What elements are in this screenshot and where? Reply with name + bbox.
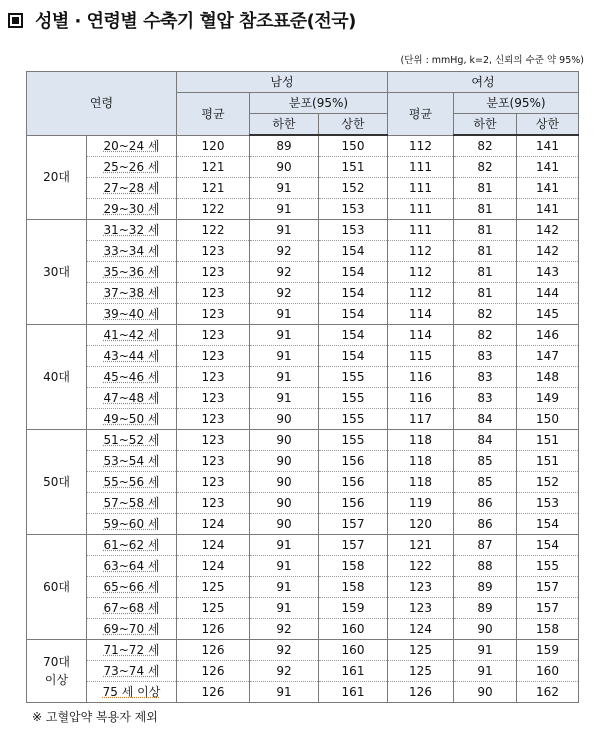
age-range-cell (87, 388, 177, 409)
age-range-cell (87, 514, 177, 535)
age-range-cell (87, 535, 177, 556)
unit-note: (단위 : mmHg, k=2, 신뢰의 수준 약 95%) (400, 55, 584, 66)
female-mean-cell: 126 (388, 682, 454, 703)
female-lower-cell: 89 (454, 598, 517, 619)
age-range-text: 25~26 세 (103, 160, 160, 174)
table-row (27, 199, 579, 220)
header-male-dist: 분포(95%) (250, 93, 388, 114)
age-range-cell (87, 283, 177, 304)
age-range-text: 61~62 세 (103, 538, 160, 552)
age-range-text: 45~46 세 (103, 370, 160, 384)
male-upper-cell: 156 (319, 451, 388, 472)
male-upper-cell: 154 (319, 283, 388, 304)
female-upper-cell: 146 (517, 325, 579, 346)
age-range-text: 29~30 세 (103, 202, 160, 216)
female-mean-cell: 111 (388, 220, 454, 241)
male-upper-cell: 157 (319, 535, 388, 556)
female-lower-cell: 83 (454, 388, 517, 409)
male-lower-cell: 91 (250, 304, 319, 325)
female-upper-cell: 154 (517, 535, 579, 556)
male-upper-cell: 160 (319, 619, 388, 640)
table-row (27, 241, 579, 262)
female-lower-cell: 82 (454, 325, 517, 346)
age-range-cell (87, 619, 177, 640)
male-mean-cell: 123 (177, 493, 250, 514)
table-row (27, 472, 579, 493)
age-range-text: 20~24 세 (103, 138, 160, 153)
male-mean-cell: 126 (177, 640, 250, 661)
female-mean-cell: 123 (388, 598, 454, 619)
table-body (27, 135, 579, 703)
male-mean-cell: 123 (177, 304, 250, 325)
female-lower-cell: 83 (454, 346, 517, 367)
female-lower-cell: 81 (454, 241, 517, 262)
table-row (27, 135, 579, 157)
female-upper-cell: 151 (517, 430, 579, 451)
female-mean-cell: 114 (388, 304, 454, 325)
female-lower-cell: 86 (454, 493, 517, 514)
male-lower-cell: 91 (250, 598, 319, 619)
table-row (27, 283, 579, 304)
female-lower-cell: 88 (454, 556, 517, 577)
header-male: 남성 (177, 72, 388, 93)
age-range-cell (87, 598, 177, 619)
age-range-text: 27~28 세 (103, 181, 160, 195)
female-upper-cell: 162 (517, 682, 579, 703)
male-lower-cell: 91 (250, 388, 319, 409)
male-upper-cell: 151 (319, 157, 388, 178)
male-upper-cell: 155 (319, 409, 388, 430)
male-lower-cell: 91 (250, 178, 319, 199)
age-range-text: 59~60 세 (103, 517, 160, 531)
female-upper-cell: 160 (517, 661, 579, 682)
male-lower-cell: 90 (250, 409, 319, 430)
male-upper-cell: 158 (319, 556, 388, 577)
header-female-dist: 분포(95%) (454, 93, 579, 114)
female-mean-cell: 125 (388, 661, 454, 682)
age-range-cell (87, 682, 177, 703)
female-upper-cell: 155 (517, 556, 579, 577)
table-row (27, 535, 579, 556)
male-mean-cell: 126 (177, 682, 250, 703)
female-mean-cell: 123 (388, 577, 454, 598)
blood-pressure-table (26, 71, 579, 703)
age-range-cell (87, 157, 177, 178)
age-range-text: 75 세 이상 (102, 685, 161, 699)
age-range-text: 49~50 세 (103, 412, 160, 426)
male-mean-cell: 123 (177, 262, 250, 283)
age-range-cell (87, 409, 177, 430)
male-upper-cell: 152 (319, 178, 388, 199)
age-range-text: 71~72 세 (103, 643, 160, 657)
male-upper-cell: 153 (319, 199, 388, 220)
female-lower-cell: 91 (454, 661, 517, 682)
female-mean-cell: 116 (388, 367, 454, 388)
male-upper-cell: 161 (319, 682, 388, 703)
age-range-cell (87, 661, 177, 682)
male-upper-cell: 156 (319, 472, 388, 493)
female-upper-cell: 142 (517, 220, 579, 241)
female-lower-cell: 89 (454, 577, 517, 598)
age-group-label: 60대 (27, 535, 87, 640)
age-range-cell (87, 325, 177, 346)
male-mean-cell: 123 (177, 283, 250, 304)
female-lower-cell: 81 (454, 220, 517, 241)
male-lower-cell: 91 (250, 325, 319, 346)
female-upper-cell: 141 (517, 199, 579, 220)
table-row (27, 661, 579, 682)
male-upper-cell: 157 (319, 514, 388, 535)
male-mean-cell: 124 (177, 556, 250, 577)
black-square-bullet-icon (8, 13, 23, 28)
age-range-cell (87, 577, 177, 598)
age-range-text: 37~38 세 (103, 286, 160, 300)
male-mean-cell: 125 (177, 598, 250, 619)
female-lower-cell: 82 (454, 304, 517, 325)
female-mean-cell: 118 (388, 451, 454, 472)
age-range-text: 53~54 세 (103, 454, 160, 468)
female-lower-cell: 81 (454, 199, 517, 220)
male-lower-cell: 89 (250, 135, 319, 157)
table-row (27, 325, 579, 346)
female-mean-cell: 112 (388, 283, 454, 304)
male-lower-cell: 92 (250, 262, 319, 283)
male-upper-cell: 153 (319, 220, 388, 241)
female-upper-cell: 147 (517, 346, 579, 367)
female-upper-cell: 141 (517, 135, 579, 157)
footnote: ※ 고혈압약 복용자 제외 (32, 710, 158, 724)
male-lower-cell: 91 (250, 682, 319, 703)
table-row (27, 346, 579, 367)
male-upper-cell: 154 (319, 325, 388, 346)
age-range-text: 33~34 세 (103, 244, 160, 258)
age-range-cell (87, 262, 177, 283)
age-range-cell (87, 640, 177, 661)
male-mean-cell: 123 (177, 346, 250, 367)
page-title-text: 성별 · 연령별 수축기 혈압 참조표준(전국) (35, 11, 356, 32)
female-mean-cell: 125 (388, 640, 454, 661)
female-mean-cell: 119 (388, 493, 454, 514)
header-female: 여성 (388, 72, 579, 93)
age-range-text: 35~36 세 (103, 265, 160, 279)
male-mean-cell: 126 (177, 619, 250, 640)
female-upper-cell: 157 (517, 598, 579, 619)
table-row (27, 493, 579, 514)
male-lower-cell: 91 (250, 220, 319, 241)
female-upper-cell: 151 (517, 451, 579, 472)
table-row (27, 430, 579, 451)
header-female-mean: 평균 (388, 93, 454, 136)
male-mean-cell: 120 (177, 135, 250, 157)
male-mean-cell: 123 (177, 325, 250, 346)
age-range-text: 51~52 세 (103, 433, 160, 447)
table-row (27, 619, 579, 640)
female-upper-cell: 141 (517, 157, 579, 178)
male-upper-cell: 159 (319, 598, 388, 619)
female-upper-cell: 154 (517, 514, 579, 535)
female-lower-cell: 81 (454, 178, 517, 199)
header-female-upper: 상한 (517, 114, 579, 136)
female-mean-cell: 118 (388, 472, 454, 493)
female-upper-cell: 152 (517, 472, 579, 493)
female-upper-cell: 153 (517, 493, 579, 514)
male-mean-cell: 123 (177, 409, 250, 430)
male-upper-cell: 155 (319, 367, 388, 388)
female-upper-cell: 141 (517, 178, 579, 199)
table-row (27, 598, 579, 619)
female-mean-cell: 112 (388, 262, 454, 283)
age-range-text: 47~48 세 (103, 391, 160, 405)
male-mean-cell: 122 (177, 220, 250, 241)
female-lower-cell: 84 (454, 409, 517, 430)
age-range-text: 41~42 세 (103, 328, 160, 342)
age-range-cell (87, 199, 177, 220)
female-upper-cell: 158 (517, 619, 579, 640)
male-lower-cell: 90 (250, 493, 319, 514)
table-row (27, 157, 579, 178)
female-mean-cell: 112 (388, 241, 454, 262)
female-upper-cell: 143 (517, 262, 579, 283)
female-lower-cell: 82 (454, 135, 517, 157)
table-row (27, 178, 579, 199)
age-group-label: 20대 (27, 135, 87, 220)
female-mean-cell: 115 (388, 346, 454, 367)
female-lower-cell: 82 (454, 157, 517, 178)
female-lower-cell: 81 (454, 262, 517, 283)
age-range-cell (87, 346, 177, 367)
age-range-cell (87, 304, 177, 325)
female-mean-cell: 111 (388, 157, 454, 178)
male-upper-cell: 155 (319, 388, 388, 409)
male-lower-cell: 92 (250, 283, 319, 304)
age-group-label: 70대 이상 (27, 640, 87, 703)
male-upper-cell: 156 (319, 493, 388, 514)
female-lower-cell: 85 (454, 451, 517, 472)
male-lower-cell: 91 (250, 367, 319, 388)
male-upper-cell: 161 (319, 661, 388, 682)
age-range-text: 55~56 세 (103, 475, 160, 489)
female-lower-cell: 90 (454, 682, 517, 703)
age-range-cell (87, 178, 177, 199)
male-upper-cell: 158 (319, 577, 388, 598)
male-upper-cell: 154 (319, 304, 388, 325)
age-range-text: 67~68 세 (103, 601, 160, 615)
male-upper-cell: 155 (319, 430, 388, 451)
male-mean-cell: 123 (177, 430, 250, 451)
female-mean-cell: 114 (388, 325, 454, 346)
male-lower-cell: 91 (250, 556, 319, 577)
male-lower-cell: 92 (250, 619, 319, 640)
female-mean-cell: 111 (388, 199, 454, 220)
female-upper-cell: 149 (517, 388, 579, 409)
female-upper-cell: 150 (517, 409, 579, 430)
male-lower-cell: 92 (250, 640, 319, 661)
age-range-cell (87, 367, 177, 388)
age-range-cell (87, 241, 177, 262)
male-mean-cell: 123 (177, 388, 250, 409)
male-mean-cell: 124 (177, 535, 250, 556)
male-mean-cell: 123 (177, 367, 250, 388)
female-lower-cell: 81 (454, 283, 517, 304)
female-upper-cell: 148 (517, 367, 579, 388)
female-lower-cell: 85 (454, 472, 517, 493)
female-mean-cell: 118 (388, 430, 454, 451)
table-row (27, 304, 579, 325)
female-upper-cell: 142 (517, 241, 579, 262)
male-mean-cell: 122 (177, 199, 250, 220)
female-lower-cell: 87 (454, 535, 517, 556)
female-mean-cell: 111 (388, 178, 454, 199)
female-mean-cell: 121 (388, 535, 454, 556)
age-range-cell (87, 472, 177, 493)
table-row (27, 367, 579, 388)
table-row (27, 556, 579, 577)
table-row (27, 577, 579, 598)
male-lower-cell: 90 (250, 451, 319, 472)
age-range-text: 69~70 세 (103, 622, 160, 636)
male-mean-cell: 123 (177, 472, 250, 493)
age-group-label: 30대 (27, 220, 87, 325)
male-lower-cell: 91 (250, 535, 319, 556)
male-lower-cell: 90 (250, 157, 319, 178)
male-mean-cell: 121 (177, 178, 250, 199)
age-range-cell (87, 451, 177, 472)
female-upper-cell: 145 (517, 304, 579, 325)
age-range-text: 65~66 세 (103, 580, 160, 594)
header-male-mean: 평균 (177, 93, 250, 136)
header-male-lower: 하한 (250, 114, 319, 136)
page-title (8, 6, 356, 34)
age-group-label: 50대 (27, 430, 87, 535)
male-mean-cell: 125 (177, 577, 250, 598)
table-row (27, 388, 579, 409)
male-mean-cell: 126 (177, 661, 250, 682)
female-lower-cell: 84 (454, 430, 517, 451)
age-range-cell (87, 430, 177, 451)
female-lower-cell: 83 (454, 367, 517, 388)
female-upper-cell: 144 (517, 283, 579, 304)
male-lower-cell: 92 (250, 661, 319, 682)
female-upper-cell: 157 (517, 577, 579, 598)
female-lower-cell: 91 (454, 640, 517, 661)
male-lower-cell: 90 (250, 430, 319, 451)
male-upper-cell: 154 (319, 241, 388, 262)
male-lower-cell: 91 (250, 577, 319, 598)
male-lower-cell: 91 (250, 346, 319, 367)
table-row (27, 409, 579, 430)
age-range-cell (87, 556, 177, 577)
female-mean-cell: 112 (388, 135, 454, 157)
female-mean-cell: 124 (388, 619, 454, 640)
female-mean-cell: 117 (388, 409, 454, 430)
age-group-label: 40대 (27, 325, 87, 430)
female-mean-cell: 120 (388, 514, 454, 535)
age-range-cell (87, 135, 177, 157)
age-range-text: 57~58 세 (103, 496, 160, 510)
female-lower-cell: 90 (454, 619, 517, 640)
male-mean-cell: 123 (177, 451, 250, 472)
header-age: 연령 (27, 72, 177, 136)
age-range-text: 63~64 세 (103, 559, 160, 573)
header-male-upper: 상한 (319, 114, 388, 136)
male-lower-cell: 92 (250, 241, 319, 262)
table-row (27, 262, 579, 283)
table-row (27, 220, 579, 241)
age-range-text: 39~40 세 (103, 307, 160, 321)
age-range-text: 31~32 세 (103, 223, 160, 237)
header-female-lower: 하한 (454, 114, 517, 136)
male-lower-cell: 90 (250, 514, 319, 535)
male-mean-cell: 124 (177, 514, 250, 535)
male-lower-cell: 90 (250, 472, 319, 493)
male-upper-cell: 154 (319, 346, 388, 367)
female-mean-cell: 122 (388, 556, 454, 577)
female-mean-cell: 116 (388, 388, 454, 409)
male-upper-cell: 150 (319, 135, 388, 157)
male-upper-cell: 160 (319, 640, 388, 661)
age-range-text: 43~44 세 (103, 349, 160, 363)
male-mean-cell: 121 (177, 157, 250, 178)
table-row (27, 514, 579, 535)
table-row (27, 640, 579, 661)
table-row (27, 451, 579, 472)
female-upper-cell: 159 (517, 640, 579, 661)
age-range-text: 73~74 세 (103, 664, 160, 678)
table-row (27, 682, 579, 703)
male-lower-cell: 91 (250, 199, 319, 220)
age-range-cell (87, 220, 177, 241)
female-lower-cell: 86 (454, 514, 517, 535)
male-mean-cell: 123 (177, 241, 250, 262)
age-range-cell (87, 493, 177, 514)
male-upper-cell: 154 (319, 262, 388, 283)
